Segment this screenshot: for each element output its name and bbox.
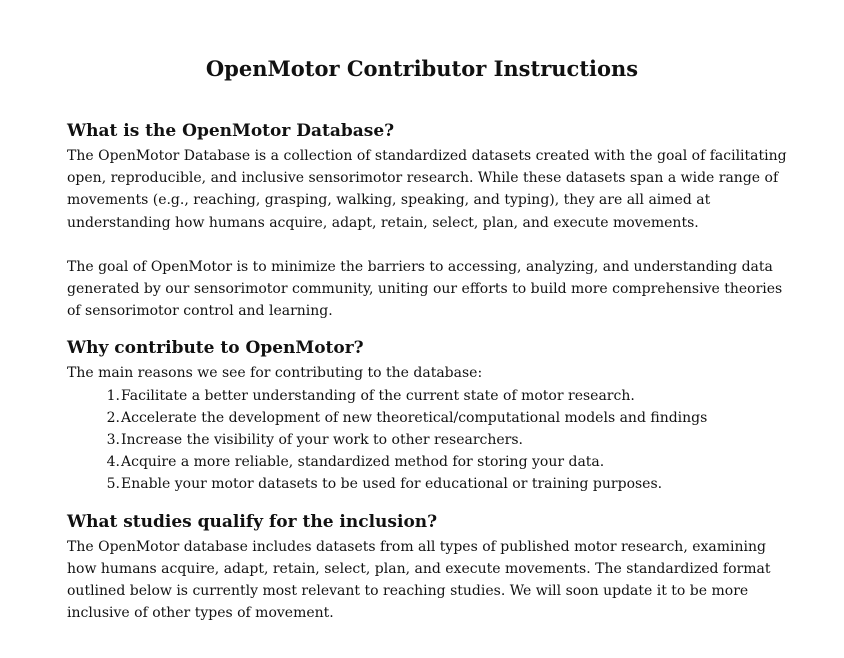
section-spacer: [67, 322, 787, 336]
section-heading: Why contribute to OpenMotor?: [67, 338, 364, 359]
list-item-number: 2.: [106, 409, 120, 426]
list-item: [67, 473, 787, 495]
list-item: [67, 385, 787, 407]
list-item-number: 3.: [106, 432, 120, 449]
list-item-number: 5.: [106, 476, 120, 493]
section-heading: What studies qualify for the inclusion?: [67, 511, 438, 532]
list-item: [67, 429, 787, 451]
section-why-contribute: [67, 336, 787, 495]
list-item: [67, 451, 787, 473]
list-item-number: 4.: [106, 454, 120, 471]
list-item-text: Facilitate a better understanding of the current state of motor research.: [121, 387, 635, 404]
section-paragraph: The OpenMotor database includes datasets from all types of published motor research, examining how humans acquire, adapt, retain, select, plan, and execute movements. The standardized format outlined below is currently most relevant to reaching studies. We will soon update it to be more inclusive of other types of movement.: [67, 538, 771, 622]
section-heading: What is the OpenMotor Database?: [67, 121, 395, 141]
reasons-list: [67, 385, 787, 496]
list-item-text: Acquire a more reliable, standardized method for storing your data.: [121, 454, 605, 471]
section-spacer: [67, 496, 787, 510]
section-what-studies-qualify: [67, 510, 787, 625]
list-item: [67, 407, 787, 429]
section-intro: The main reasons we see for contributing to the database:: [67, 365, 483, 382]
document-title: OpenMotor Contributor Instructions: [205, 56, 639, 81]
section-paragraph: The goal of OpenMotor is to minimize the barriers to accessing, analyzing, and understanding data generated by our sensorimotor community, uniting our efforts to build more comprehensive theories of sensorimotor control and learning.: [67, 258, 783, 320]
list-item-text: Increase the visibility of your work to other researchers.: [121, 432, 523, 449]
list-item-number: 1.: [106, 387, 120, 404]
document-body: [67, 119, 787, 624]
list-item-text: Enable your motor datasets to be used for educational or training purposes.: [121, 476, 663, 493]
paragraph-spacer: [67, 234, 787, 256]
list-item-text: Accelerate the development of new theoretical/computational models and findings: [121, 409, 708, 426]
section-what-is-openmotor: [67, 119, 787, 322]
section-paragraph: The OpenMotor Database is a collection of standardized datasets created with the goal of facilitating open, reproducible, and inclusive sensorimotor research. While these datasets span a wide range of movements (e.g., reaching, grasping, walking, speaking, and typing), they are all aimed at understanding how humans acquire, adapt, retain, select, plan, and execute movements.: [67, 148, 787, 231]
